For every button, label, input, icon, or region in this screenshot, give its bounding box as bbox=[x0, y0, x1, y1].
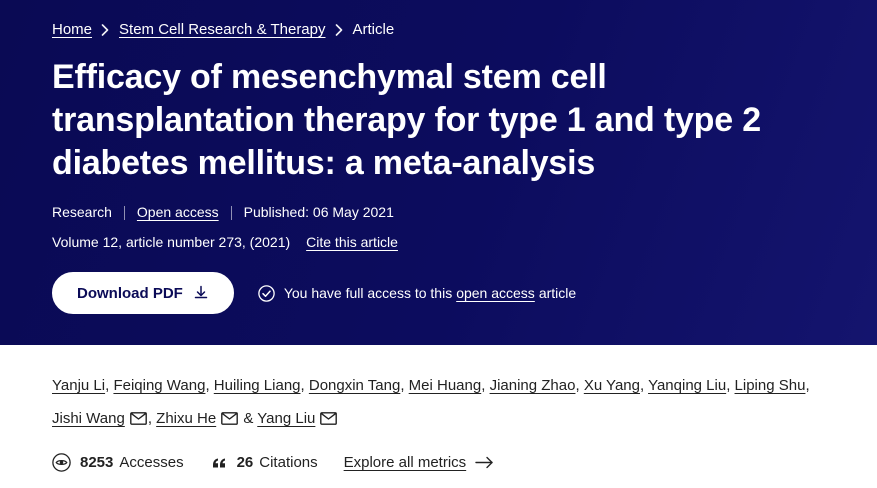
author-link[interactable]: Feiqing Wang bbox=[113, 377, 206, 394]
author-link[interactable]: Dongxin Tang bbox=[308, 377, 401, 394]
corresponding-author-envelope-icon[interactable] bbox=[221, 412, 238, 425]
breadcrumb-item-journal[interactable]: Stem Cell Research & Therapy bbox=[119, 21, 326, 38]
access-status bbox=[258, 285, 576, 302]
arrow-right-icon bbox=[475, 456, 494, 469]
corresponding-author-envelope-icon[interactable] bbox=[130, 412, 147, 425]
explore-all-metrics-label: Explore all metrics bbox=[343, 454, 467, 471]
metric-accesses bbox=[52, 453, 184, 472]
author-list: Yanju Li, Feiqing Wang, Huiling Liang, Dongxin Tang, Mei Huang, Jianing Zhao, Xu Yang, Yanqing Liu, Liping Shu, Jishi Wang , Zhixu He & Yang Liu bbox=[52, 377, 810, 427]
author-link[interactable]: Yanqing Liu bbox=[648, 377, 727, 394]
corresponding-author-envelope-icon[interactable] bbox=[320, 412, 337, 425]
access-text-after: article bbox=[538, 285, 577, 301]
author-link[interactable]: Liping Shu bbox=[734, 377, 806, 394]
access-text-before: You have full access to this bbox=[283, 285, 453, 301]
article-actions bbox=[52, 272, 825, 314]
author-link[interactable]: Yanju Li bbox=[52, 377, 106, 394]
breadcrumb-item-current: Article bbox=[352, 21, 395, 38]
citations-count: 26 bbox=[236, 454, 254, 471]
chevron-right-icon bbox=[335, 24, 344, 36]
accesses-eye-icon bbox=[52, 453, 71, 472]
citations-label: Citations bbox=[259, 454, 318, 471]
open-access-link[interactable]: Open access bbox=[136, 204, 219, 220]
author-link[interactable]: Huiling Liang bbox=[213, 377, 301, 394]
volume-info: Volume 12, article number 273, (2021) bbox=[52, 234, 291, 250]
meta-divider bbox=[231, 206, 232, 220]
published-date: Published: 06 May 2021 bbox=[243, 204, 394, 220]
article-type: Research bbox=[52, 204, 112, 220]
article-metrics bbox=[52, 453, 825, 472]
breadcrumb-item-home[interactable]: Home bbox=[52, 21, 93, 38]
page-title: Efficacy of mesenchymal stem cell transplantation therapy for type 1 and type 2 diabetes mellitus: a meta-analysis bbox=[52, 58, 761, 182]
check-circle-icon bbox=[258, 285, 275, 302]
accesses-count: 8253 bbox=[80, 454, 114, 471]
author-link[interactable]: Zhixu He bbox=[156, 410, 217, 427]
download-pdf-label: Download PDF bbox=[77, 284, 183, 302]
chevron-right-icon bbox=[101, 24, 110, 36]
author-link[interactable]: Jishi Wang bbox=[52, 410, 125, 427]
accesses-label: Accesses bbox=[119, 454, 184, 471]
explore-all-metrics-link[interactable] bbox=[344, 454, 495, 471]
cite-this-article-link[interactable]: Cite this article bbox=[306, 234, 398, 250]
access-open-access-link[interactable]: open access bbox=[456, 285, 535, 301]
meta-divider bbox=[124, 206, 125, 220]
metric-citations bbox=[210, 454, 318, 472]
author-link[interactable]: Jianing Zhao bbox=[489, 377, 576, 394]
citations-quote-icon bbox=[210, 454, 228, 472]
article-body bbox=[0, 345, 877, 472]
author-link[interactable]: Xu Yang bbox=[583, 377, 640, 394]
article-volume-line bbox=[52, 233, 825, 252]
download-icon bbox=[193, 285, 209, 301]
breadcrumb bbox=[52, 20, 825, 40]
author-link[interactable]: Yang Liu bbox=[257, 410, 316, 427]
download-pdf-button[interactable] bbox=[52, 272, 234, 314]
article-meta-line bbox=[52, 203, 825, 222]
author-link[interactable]: Mei Huang bbox=[408, 377, 482, 394]
